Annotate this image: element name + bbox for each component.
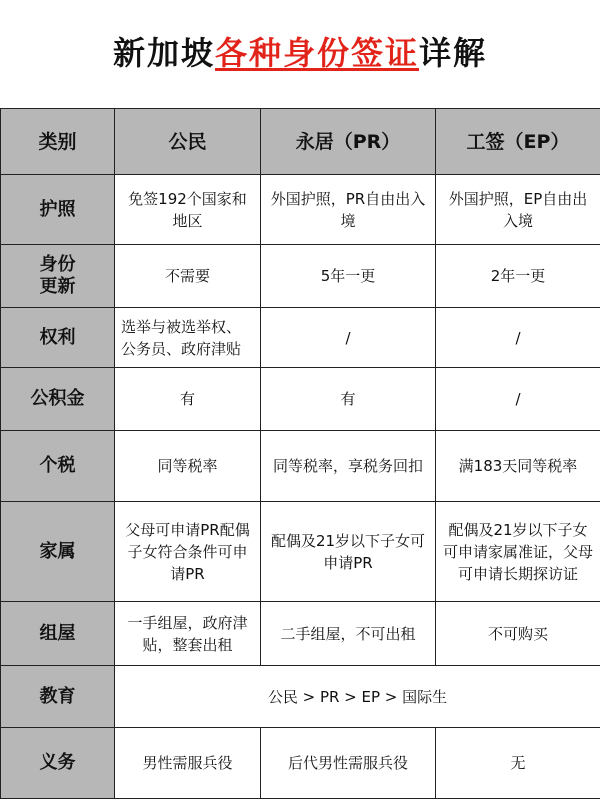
table-cell: / (436, 308, 600, 368)
table-cell: 一手组屋，政府津贴，整套出租 (115, 602, 261, 666)
table-cell: 不需要 (115, 245, 261, 308)
table-cell: 二手组屋，不可出租 (261, 602, 436, 666)
row-label: 义务 (1, 728, 115, 799)
title-prefix: 新加坡 (112, 34, 215, 72)
table-cell: 有 (115, 368, 261, 431)
education-merged-cell: 公民 > PR > EP > 国际生 (115, 666, 600, 728)
table-cell: / (436, 368, 600, 431)
table-cell: 不可购买 (436, 602, 600, 666)
table-cell: 免签192个国家和地区 (115, 175, 261, 245)
table-cell: 父母可申请PR配偶子女符合条件可申请PR (115, 502, 261, 602)
header-row (1, 109, 600, 175)
table-cell: 同等税率，享税务回扣 (261, 431, 436, 502)
table-cell: 外国护照，EP自由出入境 (436, 175, 600, 245)
title-suffix: 详解 (419, 34, 488, 72)
table-row (1, 728, 600, 799)
header-ep: 工签（EP） (436, 109, 600, 175)
row-label: 公积金 (1, 368, 115, 431)
header-citizen: 公民 (115, 109, 261, 175)
page-title (0, 28, 600, 74)
row-label: 家属 (1, 502, 115, 602)
table-cell: 2年一更 (436, 245, 600, 308)
row-label: 权利 (1, 308, 115, 368)
table-cell: 男性需服兵役 (115, 728, 261, 799)
title-highlight: 各种身份签证 (214, 34, 419, 72)
table-cell: 配偶及21岁以下子女可申请家属准证，父母可申请长期探访证 (436, 502, 600, 602)
table-row (1, 431, 600, 502)
row-label: 教育 (1, 666, 115, 728)
table-row (1, 502, 600, 602)
row-label: 组屋 (1, 602, 115, 666)
row-label-text: 身份更新 (39, 254, 76, 297)
row-label (1, 245, 115, 308)
table-cell: 外国护照，PR自由出入境 (261, 175, 436, 245)
table-row (1, 368, 600, 431)
table-row (1, 602, 600, 666)
row-label: 个税 (1, 431, 115, 502)
visa-comparison-table (0, 108, 600, 799)
table-row (1, 175, 600, 245)
table-cell: 无 (436, 728, 600, 799)
table-cell: 后代男性需服兵役 (261, 728, 436, 799)
table-cell: 同等税率 (115, 431, 261, 502)
table-cell: 满183天同等税率 (436, 431, 600, 502)
table-cell: 选举与被选举权、公务员、政府津贴 (115, 308, 261, 368)
table-row (1, 245, 600, 308)
table-cell: 配偶及21岁以下子女可申请PR (261, 502, 436, 602)
table-cell: 有 (261, 368, 436, 431)
table-cell: 5年一更 (261, 245, 436, 308)
row-label: 护照 (1, 175, 115, 245)
table-cell: / (261, 308, 436, 368)
header-pr: 永居（PR） (261, 109, 436, 175)
table-row (1, 666, 600, 728)
header-category: 类别 (1, 109, 115, 175)
table-row (1, 308, 600, 368)
